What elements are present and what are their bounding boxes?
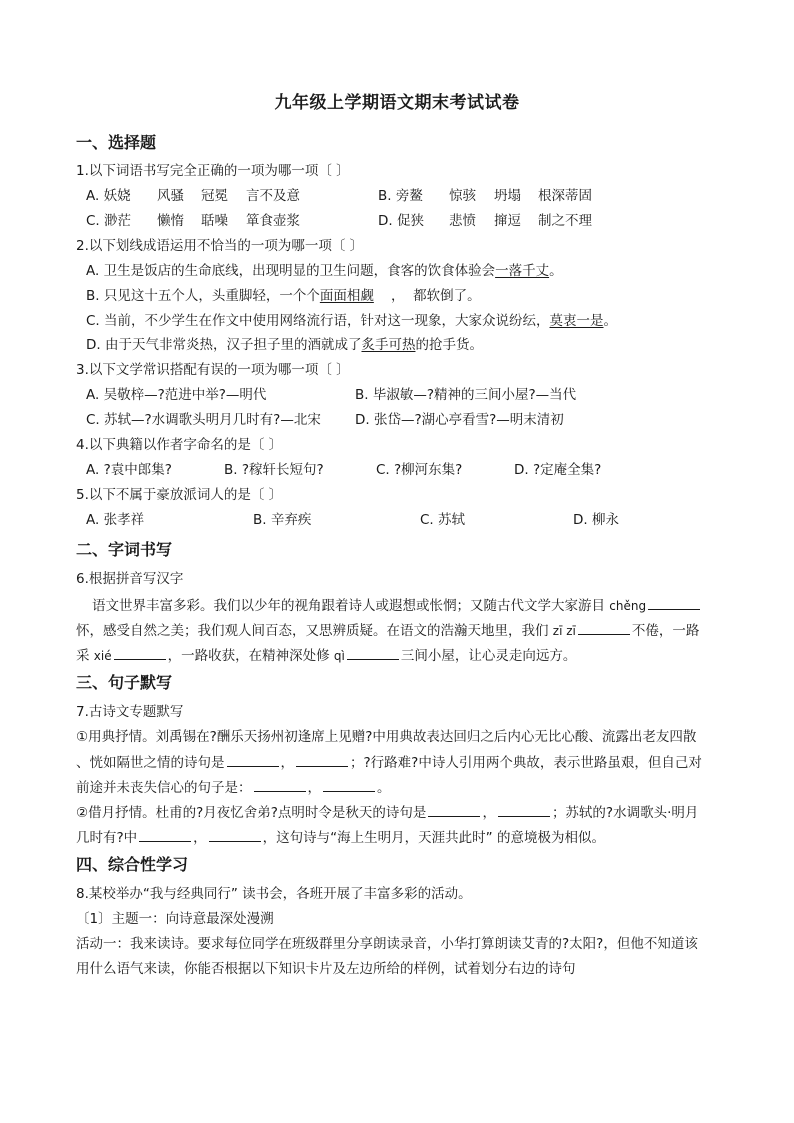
page-title: 九年级上学期语文期末考试试卷 xyxy=(274,93,520,113)
question-6-line-1: 语文世界丰富多彩。我们以少年的视角跟着诗人或遐想或怅惘；又随古代文学大家游目 chěng xyxy=(92,595,702,615)
question-4-option-d: D. ?定庵全集? xyxy=(514,462,602,478)
question-5-option-d: D. 柳永 xyxy=(573,512,619,528)
question-3-option-d: D. 张岱—?湖心亭看雪?—明末清初 xyxy=(355,412,564,428)
question-4-option-c: C. ?柳河东集? xyxy=(376,462,463,478)
pinyin-hint: chěng xyxy=(609,599,647,613)
question-6-line-3: 采 xié ，一路收获，在精神深处修 qì 三间小屋，让心灵走向远方。 xyxy=(76,645,576,665)
question-3-option-a: A. 吴敬梓—?范进中举?—明代 xyxy=(86,387,267,403)
answer-blank[interactable] xyxy=(578,620,630,635)
question-8-stem: 8.某校举办“我与经典同行” 读书会，各班开展了丰富多彩的活动。 xyxy=(76,886,472,902)
question-5-option-c: C. 苏轼 xyxy=(420,512,466,528)
question-2-option-c: C. 当前，不少学生在作文中使用网络流行语，针对这一现象，大家众说纷纭，莫衷一是。 xyxy=(86,313,618,329)
answer-blank[interactable] xyxy=(139,827,191,842)
question-7-part-2-line-1: ②借月抒情。杜甫的?月夜忆舍弟?点明时令是秋天的诗句是 ， ；苏轼的?水调歌头·明月 xyxy=(76,802,698,822)
answer-blank[interactable] xyxy=(498,802,550,817)
answer-blank[interactable] xyxy=(114,645,166,660)
question-7-part-1-line-2: 、恍如隔世之情的诗句是 ， ；?行路难?中诗人引用两个典故，表示世路虽艰，但自己对 xyxy=(76,752,702,772)
section-heading-comprehensive-study: 四、综合性学习 xyxy=(76,855,189,874)
question-2-option-d: D. 由于天气非常炎热，汉子担子里的酒就成了炙手可热的抢手货。 xyxy=(86,337,483,353)
underlined-idiom: 炙手可热 xyxy=(361,337,416,353)
exam-page: 九年级上学期语文期末考试试卷 一、选择题 1.以下词语书写完全正确的一项为哪一项〔 〕 A. 妖娆 风骚 冠冕 言不及意 B. 旁鳌 惊骇 坍塌 根深蒂固 C. 渺茫 懒惰 聒噪 箪食壶浆 D. 促狭 悲愤 撺逗 制之不理 2.以下划线成语运用不恰当的一项为哪一项〔 〕 A. 卫生是饭店的生命底线，出现明显的卫生问题，食客的饮食体验会一落千丈。 B. 只见这十五个人，头重脚轻，一个个面面相觑 ， 都软倒了。 C. 当前，不少学生在作文中使用网络流行语，针对这一现象，大家众说纷纭，莫衷一是。 D. 由于天气非常炎热，汉子担子里的酒就成了炙手可热的抢手货。 3.以下文学常识搭配有误的一项为哪一项〔 〕 A. 吴敬梓—?范进中举?—明代 B. 毕淑敏—?精神的三间小屋?—当代 C. 苏轼—?水调歌头明月几时有?—北宋 D. 张岱—?湖心亭看雪?—明末清初 4.以下典籍以作者字命名的是〔 〕 A. ?袁中郎集? B. ?稼轩长短句? C. ?柳河东集? D. ?定庵全集? 5.以下不属于豪放派词人的是〔 〕 A. 张孝祥 B. 辛弃疾 C. 苏轼 D. 柳永 二、字词书写 6.根据拼音写汉字 语文世界丰富多彩。我们以少年的视角跟着诗人或遐想或怅惘；又随古代文学大家游目 chěng 怀，感受自然之美；我们观人间百态，又思辨质疑。在语文的浩瀚天地里，我们 zī zī 不倦，一路 采 xié ，一路收获，在精神深处修 qì 三间小屋，让心灵走向远方。 三、句子默写 7.古诗文专题默写 ①用典抒情。刘禹锡在?酬乐天扬州初逢席上见赠?中用典故表达回归之后内心无比心酸、流露出老友四散 、恍如隔世之情的诗句是 ， ；?行路难?中诗人引用两个典故，表示世路虽艰，但自己对 前途并未丧失信心的句子是： ， 。 ②借月抒情。杜甫的?月夜忆舍弟?点明时令是秋天的诗句是 ， ；苏轼的?水调歌头·明月 几时有?中 ， ，这句诗与“海上生明月，天涯共此时” 的意境极为相似。 四、综合性学习 8.某校举办“我与经典同行” 读书会，各班开展了丰富多彩的活动。 〔1〕主题一：向诗意最深处漫溯 活动一：我来读诗。要求每位同学在班级群里分享朗读录音，小华打算朗读艾青的?太阳?，但他不知道该 用什么语气来读，你能否根据以下知识卡片及左边所给的样例，试着划分右边的诗句 xyxy=(0,0,794,1123)
underlined-idiom: 一落千丈 xyxy=(495,263,550,279)
pinyin-hint: qì xyxy=(333,649,345,663)
answer-blank[interactable] xyxy=(296,752,348,767)
answer-blank[interactable] xyxy=(347,645,399,660)
question-3-option-b: B. 毕淑敏—?精神的三间小屋?—当代 xyxy=(355,387,577,403)
pinyin-hint: zī zī xyxy=(552,624,576,638)
question-1-stem: 1.以下词语书写完全正确的一项为哪一项〔 〕 xyxy=(76,163,350,179)
question-2-option-a: A. 卫生是饭店的生命底线，出现明显的卫生问题，食客的饮食体验会一落千丈。 xyxy=(86,263,563,279)
question-5-stem: 5.以下不属于豪放派词人的是〔 〕 xyxy=(76,487,283,503)
question-5-option-a: A. 张孝祥 xyxy=(86,512,145,528)
question-7-stem: 7.古诗文专题默写 xyxy=(76,704,184,720)
answer-blank[interactable] xyxy=(209,827,261,842)
answer-blank[interactable] xyxy=(323,777,375,792)
pinyin-hint: xié xyxy=(93,649,112,663)
underlined-idiom: 面面相觑 xyxy=(319,288,374,304)
underlined-idiom: 莫衷一是 xyxy=(549,313,604,329)
section-heading-word-writing: 二、字词书写 xyxy=(76,540,173,559)
question-8-activity-1-line-1: 活动一：我来读诗。要求每位同学在班级群里分享朗读录音，小华打算朗读艾青的?太阳?，但他不知道该 xyxy=(76,936,698,952)
question-3-stem: 3.以下文学常识搭配有误的一项为哪一项〔 〕 xyxy=(76,362,350,378)
question-7-part-1-line-1: ①用典抒情。刘禹锡在?酬乐天扬州初逢席上见赠?中用典故表达回归之后内心无比心酸、流露出老友四散 xyxy=(76,729,697,745)
question-7-part-2-line-2: 几时有?中 ， ，这句诗与“海上生明月，天涯共此时” 的意境极为相似。 xyxy=(76,827,605,847)
question-8-subtopic-1: 〔1〕主题一：向诗意最深处漫溯 xyxy=(76,911,274,927)
answer-blank[interactable] xyxy=(648,595,700,610)
question-3-option-c: C. 苏轼—?水调歌头明月几时有?—北宋 xyxy=(86,412,321,428)
question-4-option-b: B. ?稼轩长短句? xyxy=(224,462,324,478)
section-heading-recitation: 三、句子默写 xyxy=(76,673,173,692)
question-5-option-b: B. 辛弃疾 xyxy=(253,512,312,528)
answer-blank[interactable] xyxy=(227,752,279,767)
question-4-stem: 4.以下典籍以作者字命名的是〔 〕 xyxy=(76,437,283,453)
answer-blank[interactable] xyxy=(428,802,480,817)
question-4-option-a: A. ?袁中郎集? xyxy=(86,462,172,478)
question-6-stem: 6.根据拼音写汉字 xyxy=(76,571,184,587)
question-7-part-1-line-3: 前途并未丧失信心的句子是： ， 。 xyxy=(76,777,391,797)
question-6-line-2: 怀，感受自然之美；我们观人间百态，又思辨质疑。在语文的浩瀚天地里，我们 zī zī 不倦，一路 xyxy=(76,620,699,640)
question-8-activity-1-line-2: 用什么语气来读，你能否根据以下知识卡片及左边所给的样例，试着划分右边的诗句 xyxy=(76,961,576,977)
question-2-option-b: B. 只见这十五个人，头重脚轻，一个个面面相觑 ， 都软倒了。 xyxy=(86,288,481,304)
question-2-stem: 2.以下划线成语运用不恰当的一项为哪一项〔 〕 xyxy=(76,238,364,254)
section-heading-choice: 一、选择题 xyxy=(76,133,157,152)
answer-blank[interactable] xyxy=(254,777,306,792)
